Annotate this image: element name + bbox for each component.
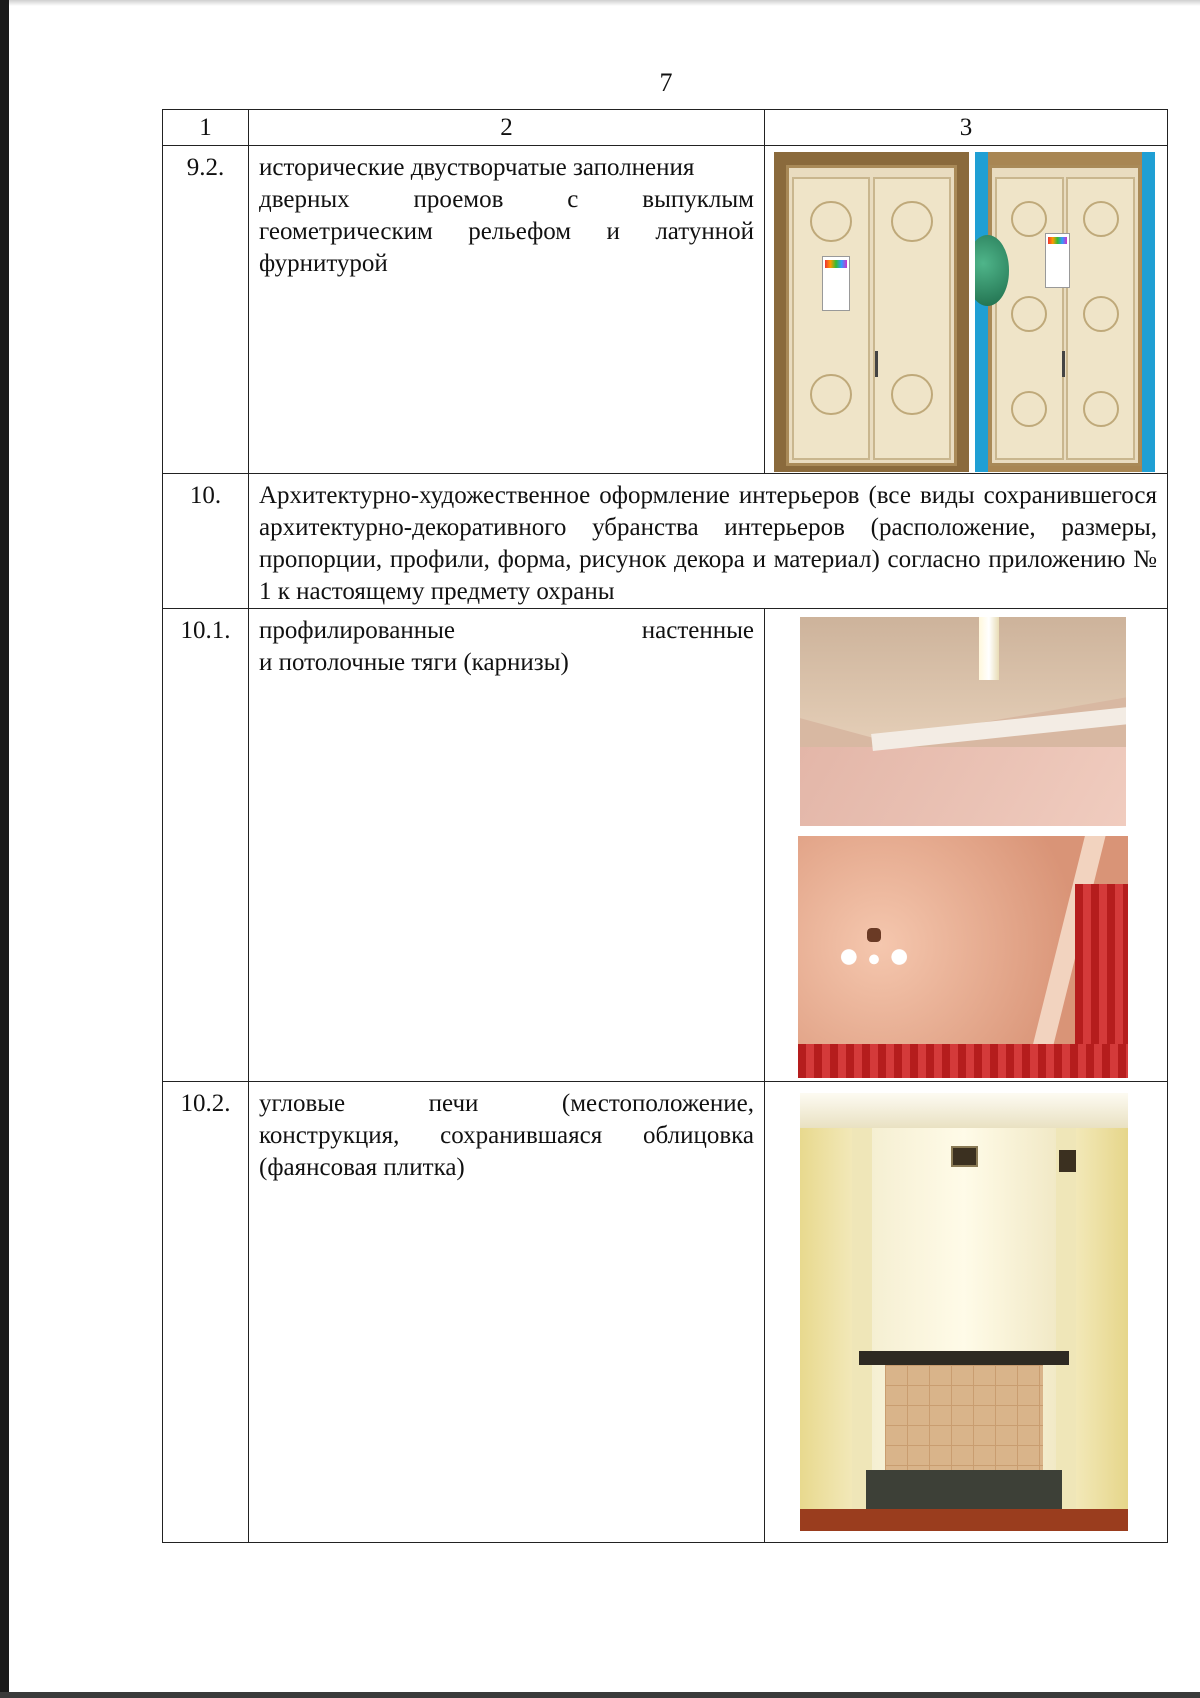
door-photo-1 — [774, 152, 969, 472]
wall-vent — [1059, 1150, 1075, 1172]
column-header-3: 3 — [765, 110, 1168, 146]
scan-left-edge — [0, 0, 9, 1698]
row-description — [249, 146, 765, 473]
cornice-photo-2 — [798, 836, 1128, 1078]
description-line: (фаянсовая плитка) — [259, 1154, 465, 1182]
door-photo-2 — [975, 152, 1155, 472]
door-leaf-left — [792, 177, 870, 460]
door-leaf-right — [1066, 177, 1134, 460]
row-description-full: Архитектурно-художественное оформление интерьеров (все виды сохранившегося архитектурно-декоративного убранства интерьеров (расположение, размеры, пропорции, профили, форма, рисунок декора и материал) согласно приложению № 1 к настоящему предмету охраны — [249, 473, 1168, 608]
door-leaf-left — [995, 177, 1063, 460]
poster — [822, 256, 850, 311]
description-line: конструкция, сохранившаяся облицовка — [259, 1122, 754, 1150]
table-row — [163, 473, 1168, 608]
column-header-2: 2 — [249, 110, 765, 146]
chandelier — [838, 928, 911, 976]
stove-photo — [800, 1093, 1128, 1531]
column-header-1: 1 — [163, 110, 249, 146]
description-line: угловые печи (местоположение, — [259, 1090, 754, 1118]
door-leaf-right — [873, 177, 951, 460]
door-handle — [1062, 351, 1065, 377]
curtain — [798, 1044, 1128, 1078]
stove-plinth — [866, 1470, 1063, 1509]
scan-bottom-edge — [0, 1692, 1200, 1698]
row-description — [249, 608, 765, 1082]
description-line: исторические двустворчатые заполнения — [259, 154, 695, 182]
description-line: геометрическим рельефом и латунной — [259, 218, 754, 246]
row-number: 10.1. — [163, 608, 249, 1082]
row-number: 10. — [163, 473, 249, 608]
row-number: 10.2. — [163, 1082, 249, 1543]
poster — [1045, 233, 1070, 288]
table-header-row — [163, 110, 1168, 146]
scan-top-edge — [0, 0, 1200, 6]
description-line: дверных проемов с выпуклым — [259, 186, 754, 214]
description-line: профилированные настенные — [259, 616, 754, 644]
description-line: фурнитурой — [259, 250, 388, 278]
description-line: и потолочные тяги (карнизы) — [259, 648, 569, 676]
row-number: 9.2. — [163, 146, 249, 473]
ceiling-lamp — [979, 617, 999, 680]
row-description — [249, 1082, 765, 1543]
stove-mantel — [859, 1351, 1069, 1364]
door-handle — [875, 351, 878, 377]
page-number: 7 — [659, 68, 673, 97]
stove-vent — [951, 1146, 978, 1168]
cornice-photo-1 — [800, 617, 1126, 826]
faience-tiles — [885, 1365, 1042, 1475]
